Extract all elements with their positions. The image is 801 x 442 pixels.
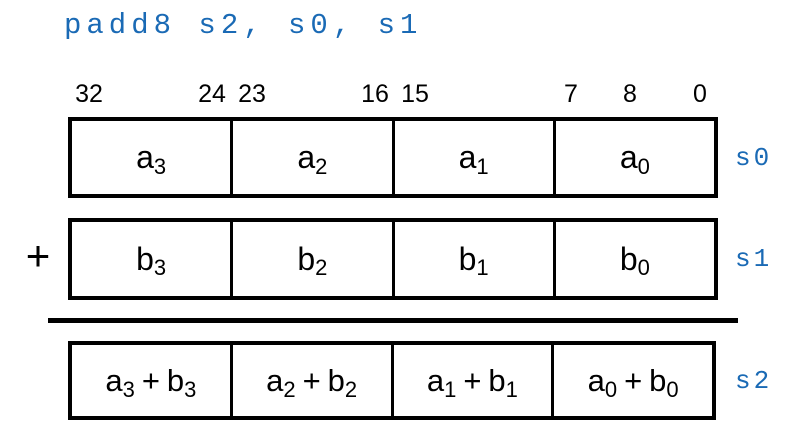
lane-subscript: 1 (476, 153, 489, 179)
lane-value: b (327, 362, 345, 398)
lane-plus-operator: + (624, 362, 643, 398)
lane-plus-operator: + (463, 362, 482, 398)
lane-subscript: 2 (315, 153, 328, 179)
bit-label-8: 8 (623, 80, 637, 108)
lane-value: a (426, 362, 445, 398)
register-lane-a1 (392, 121, 553, 194)
lane-subscript: 2 (315, 255, 328, 280)
lane-subscript: 3 (153, 255, 167, 280)
bit-label-15: 15 (401, 80, 429, 108)
lane-value: b (649, 362, 667, 398)
register-s1-box (68, 218, 718, 300)
register-s0-box (68, 117, 718, 198)
register-lane-b3 (72, 222, 230, 296)
lane-plus-operator: + (141, 362, 160, 398)
register-lane-a3-plus-b3 (72, 345, 230, 416)
lane-subscript: 1 (444, 376, 457, 402)
register-lane-a3 (72, 121, 230, 194)
lane-value: a (105, 362, 123, 398)
bit-label-7: 7 (564, 80, 578, 108)
bit-label-0: 0 (693, 80, 707, 108)
register-lane-b1 (392, 222, 553, 296)
bit-label-16: 16 (361, 80, 389, 108)
lane-value: a (136, 139, 154, 175)
lane-value: b (619, 240, 638, 277)
lane-value: a (458, 139, 477, 175)
register-lane-a2-plus-b2 (230, 345, 391, 416)
sum-rule-line (48, 318, 738, 323)
lane-subscript: 1 (476, 255, 489, 280)
lane-value: b (458, 240, 477, 277)
lane-subscript: 0 (666, 376, 679, 402)
lane-value: b (297, 240, 316, 277)
bit-label-24: 24 (198, 80, 226, 108)
lane-value: a (297, 139, 316, 175)
register-lane-a0-plus-b0 (551, 345, 712, 416)
register-lane-a2 (230, 121, 391, 194)
register-lane-a0 (553, 121, 714, 194)
lane-value: b (488, 362, 506, 398)
lane-subscript: 3 (122, 376, 135, 402)
register-lane-b2 (230, 222, 391, 296)
lane-value: b (166, 362, 185, 398)
register-name-s2: s2 (735, 366, 773, 396)
plus-operator: + (25, 232, 51, 279)
register-lane-a1-plus-b1 (391, 345, 552, 416)
bit-label-32: 32 (75, 80, 103, 108)
register-name-s0: s0 (735, 143, 773, 173)
register-lane-b0 (553, 222, 714, 296)
lane-subscript: 0 (637, 153, 650, 179)
bit-label-23: 23 (238, 80, 266, 108)
instruction-code: padd8 s2, s0, s1 (64, 9, 423, 42)
lane-value: a (619, 139, 638, 175)
lane-value: a (587, 362, 605, 398)
lane-subscript: 3 (184, 376, 197, 402)
lane-subscript: 3 (153, 153, 167, 179)
lane-value: a (266, 362, 284, 398)
lane-value: b (136, 240, 154, 277)
lane-plus-operator: + (302, 362, 321, 398)
lane-subscript: 0 (604, 376, 618, 402)
lane-subscript: 2 (283, 376, 296, 402)
register-name-s1: s1 (735, 244, 773, 274)
lane-subscript: 0 (637, 255, 650, 280)
register-s2-box (68, 341, 716, 420)
lane-subscript: 1 (505, 376, 518, 402)
lane-subscript: 2 (344, 376, 358, 402)
